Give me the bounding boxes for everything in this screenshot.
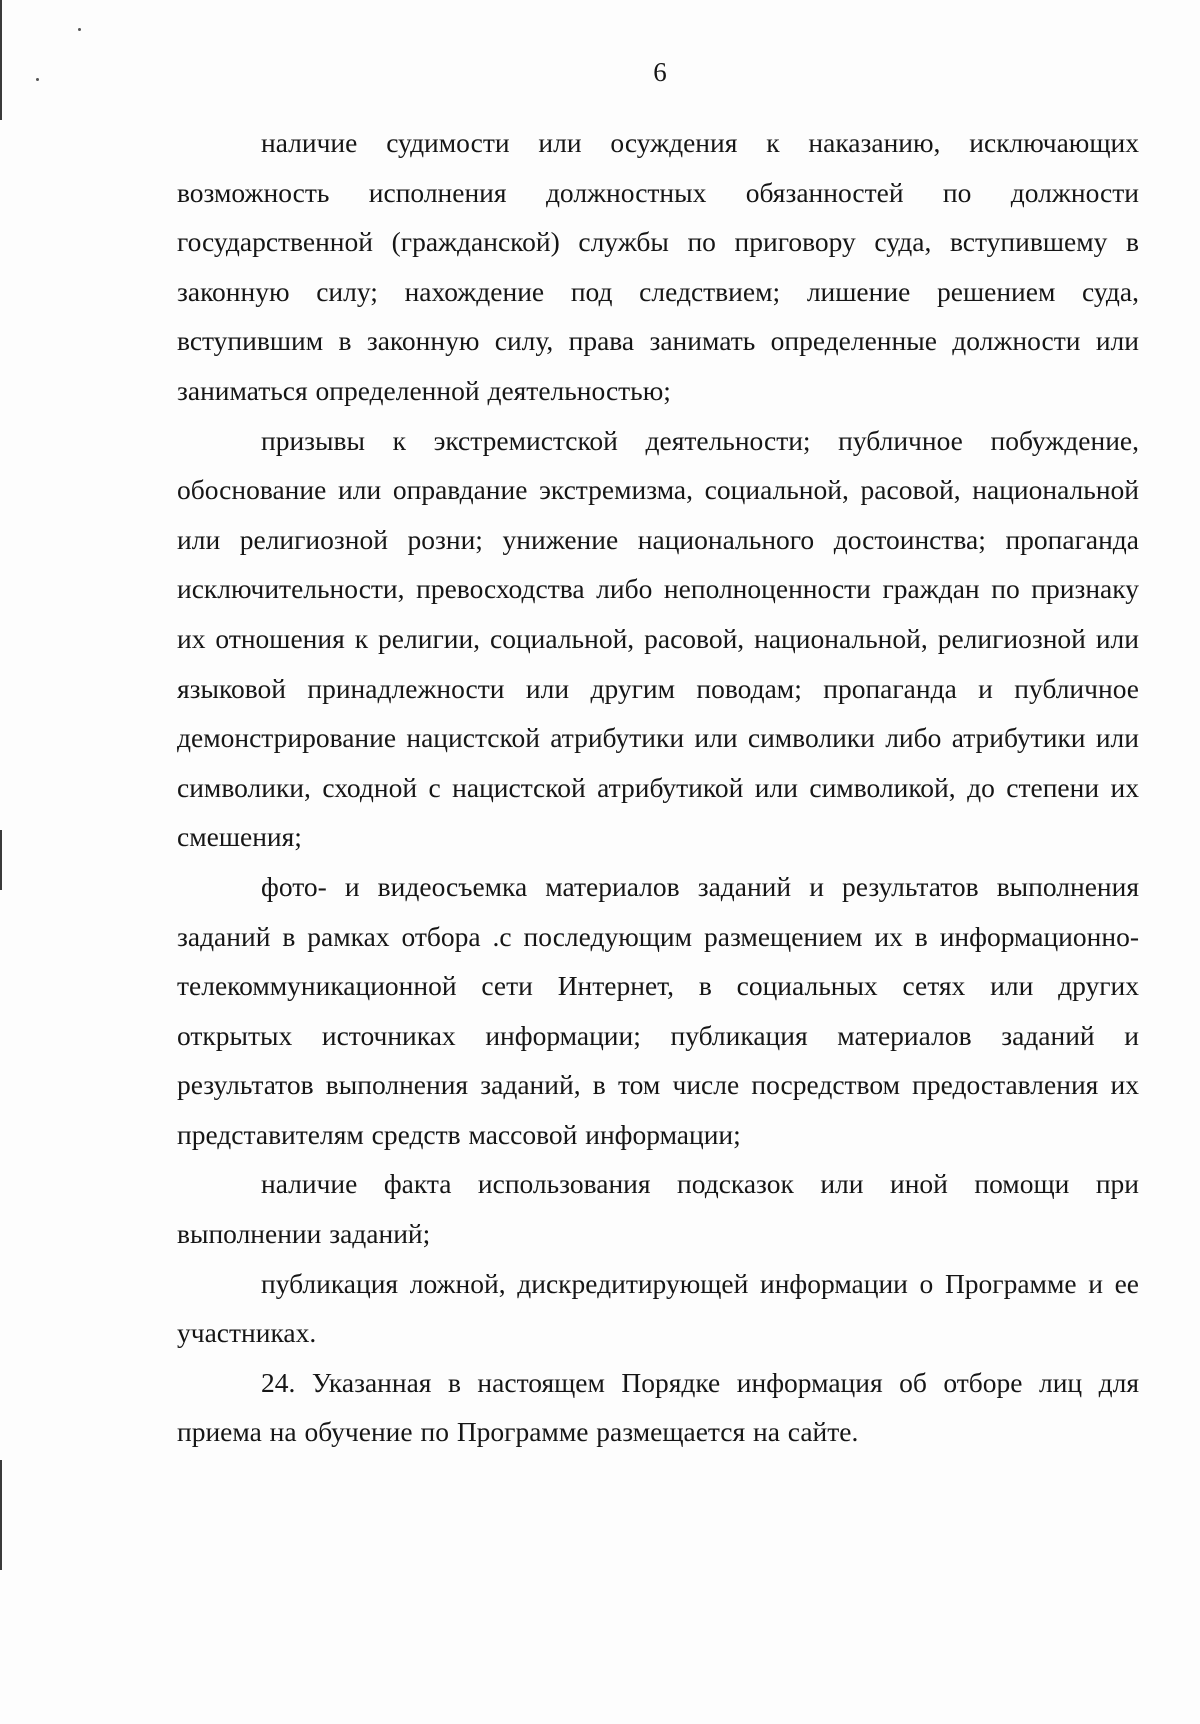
- scan-edge-mark: [0, 830, 2, 890]
- scan-edge-mark: [0, 1460, 2, 1570]
- paragraph-disqualification-conviction: наличие судимости или осуждения к наказанию, исключающих возможность исполнения должностных обязанностей по должности государственной (гражданской) службы по приговору суда, вступившему в законную силу; нахождение под следствием; лишение решением суда, вступившим в законную силу, права занимать определенные должности или заниматься определенной деятельностью;: [177, 127, 1139, 406]
- document-body: [177, 118, 1139, 1457]
- paragraph-disqualification-false-info: публикация ложной, дискредитирующей информации о Программе и ее участниках.: [177, 1267, 1139, 1349]
- page-number: 6: [653, 57, 667, 87]
- paragraph-disqualification-extremism: призывы к экстремистской деятельности; публичное побуждение, обоснование или оправдание экстремизма, социальной, расовой, национальной или религиозной розни; унижение национального достоинства; пропаганда исключительности, превосходства либо неполноценности граждан по признаку их отношения к религии, социальной, расовой, национальной, религиозной или языковой принадлежности или другим поводам; пропаганда и публичное демонстрирование нацистской атрибутики или символики либо атрибутики или символики, сходной с нацистской атрибутикой или символикой, до степени их смешения;: [177, 424, 1139, 853]
- paragraph-clause-24: 24. Указанная в настоящем Порядке информация об отборе лиц для приема на обучение по Программе размещается на сайте.: [177, 1366, 1139, 1448]
- paragraph-disqualification-prompts: наличие факта использования подсказок или иной помощи при выполнении заданий;: [177, 1168, 1139, 1250]
- paragraph-disqualification-recording: фото- и видеосъемка материалов заданий и результатов выполнения заданий в рамках отбора .с последующим размещением их в информационно-телекоммуникационной сети Интернет, в социальных сетях или других открытых источниках информации; публикация материалов заданий и результатов выполнения заданий, в том числе посредством предоставления их представителям средств массовой информации;: [177, 870, 1139, 1150]
- scan-speck: [78, 28, 81, 31]
